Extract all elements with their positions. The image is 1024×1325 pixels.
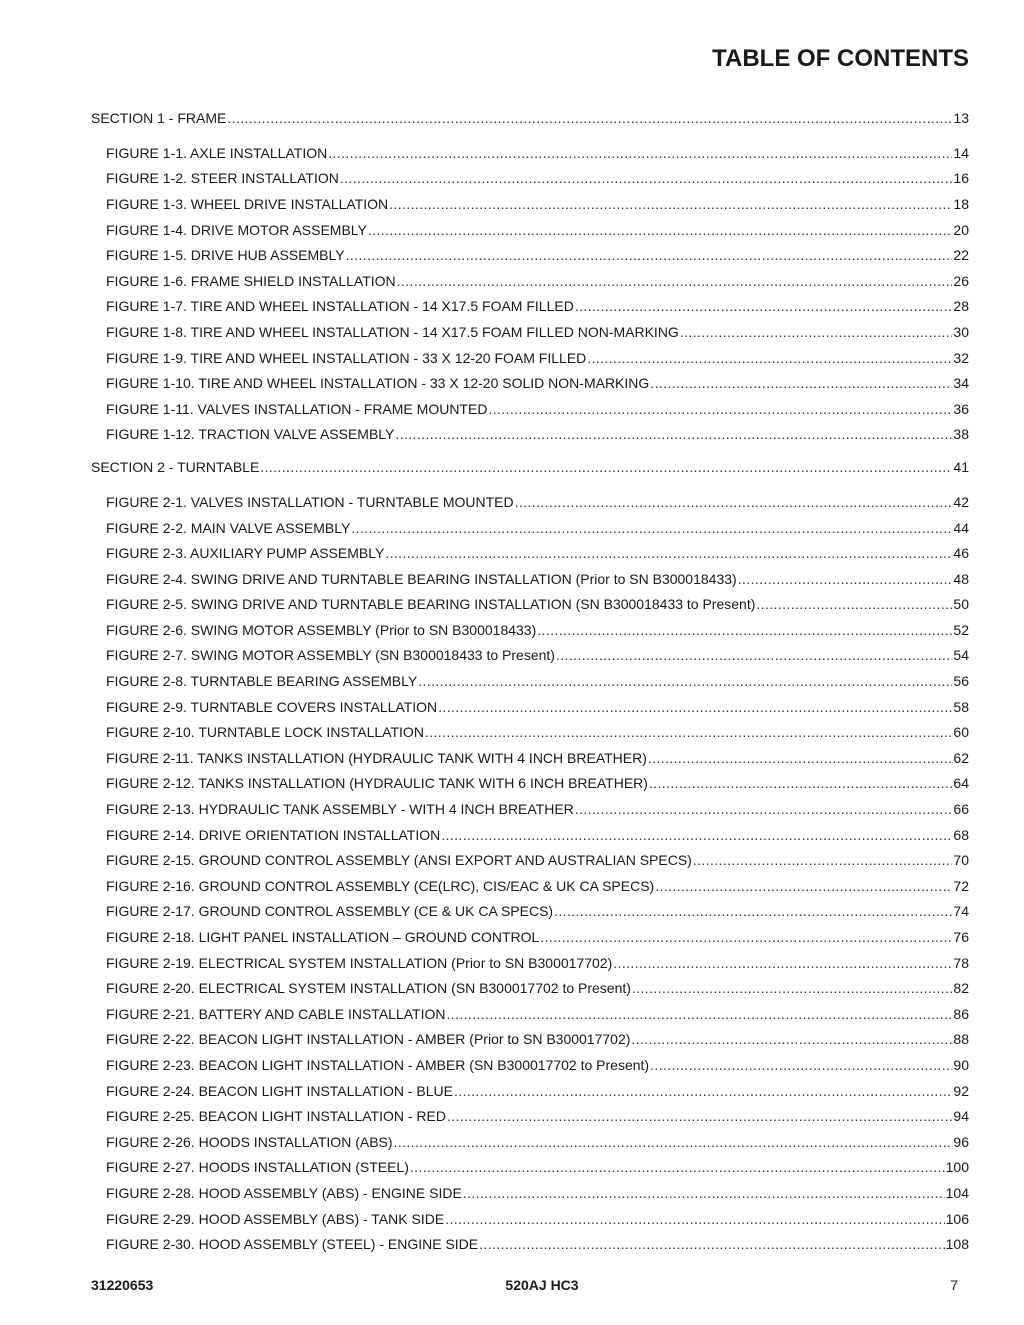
toc-entry-title: FIGURE 2-2. MAIN VALVE ASSEMBLY — [106, 519, 351, 536]
toc-figure-entry[interactable] — [91, 396, 969, 422]
toc-entry-page: 90 — [953, 1056, 969, 1073]
toc-entry-page: 26 — [953, 272, 969, 289]
toc-figure-entry[interactable] — [91, 294, 969, 320]
dot-leader — [488, 401, 952, 417]
toc-figure-entry[interactable] — [91, 515, 969, 541]
toc-entry-title: FIGURE 2-10. TURNTABLE LOCK INSTALLATION — [106, 724, 424, 741]
toc-figure-entry[interactable] — [91, 1027, 969, 1053]
toc-entry-page: 48 — [953, 570, 969, 587]
toc-entry-title: FIGURE 1-5. DRIVE HUB ASSEMBLY — [106, 247, 345, 264]
toc-entry-title: FIGURE 2-4. SWING DRIVE AND TURNTABLE BEARING INSTALLATION (Prior to SN B300018433) — [106, 570, 737, 587]
toc-figure-entry[interactable] — [91, 1206, 969, 1232]
toc-entry-page: 58 — [953, 698, 969, 715]
toc-entry-title: FIGURE 2-8. TURNTABLE BEARING ASSEMBLY — [106, 673, 418, 690]
table-of-contents — [91, 106, 969, 1257]
toc-figure-entry[interactable] — [91, 242, 969, 268]
toc-figure-entry[interactable] — [91, 217, 969, 243]
toc-entry-title: FIGURE 2-9. TURNTABLE COVERS INSTALLATION — [106, 698, 438, 715]
toc-entry-page: 78 — [953, 954, 969, 971]
toc-figure-entry[interactable] — [91, 847, 969, 873]
toc-entry-title: FIGURE 2-3. AUXILIARY PUMP ASSEMBLY — [106, 545, 385, 562]
toc-entry-page: 86 — [953, 1005, 969, 1022]
toc-figure-entry[interactable] — [91, 140, 969, 166]
dot-leader — [260, 459, 952, 475]
toc-figure-entry[interactable] — [91, 319, 969, 345]
toc-entry-page: 62 — [953, 749, 969, 766]
toc-entry-title: SECTION 2 - TURNTABLE — [91, 458, 260, 475]
toc-entry-title: FIGURE 1-3. WHEEL DRIVE INSTALLATION — [106, 195, 389, 212]
toc-entry-title: FIGURE 1-1. AXLE INSTALLATION — [106, 144, 328, 161]
toc-entry-page: 64 — [953, 775, 969, 792]
toc-entry-page: 52 — [953, 621, 969, 638]
toc-entry-title: SECTION 1 - FRAME — [91, 109, 227, 126]
toc-figure-entry[interactable] — [91, 1155, 969, 1181]
toc-figure-entry[interactable] — [91, 370, 969, 396]
toc-entry-title: FIGURE 1-8. TIRE AND WHEEL INSTALLATION - 14 X17.5 FOAM FILLED NON-MARKING — [106, 323, 679, 340]
toc-entry-title: FIGURE 2-23. BEACON LIGHT INSTALLATION - AMBER (SN B300017702 to Present) — [106, 1056, 650, 1073]
toc-entry-title: FIGURE 2-16. GROUND CONTROL ASSEMBLY (CE(LRC), CIS/EAC & UK CA SPECS) — [106, 877, 655, 894]
toc-section-entry[interactable] — [91, 455, 969, 478]
toc-entry-title: FIGURE 2-30. HOOD ASSEMBLY (STEEL) - ENGINE SIDE — [106, 1236, 479, 1253]
toc-figure-entry[interactable] — [91, 1078, 969, 1104]
toc-figure-entry[interactable] — [91, 489, 969, 515]
dot-leader — [438, 699, 952, 715]
toc-entry-title: FIGURE 2-24. BEACON LIGHT INSTALLATION - BLUE — [106, 1082, 453, 1099]
dot-leader — [540, 929, 952, 945]
toc-figure-entry[interactable] — [91, 796, 969, 822]
toc-entry-page: 18 — [953, 195, 969, 212]
toc-entry-page: 104 — [945, 1184, 969, 1201]
toc-figure-entry[interactable] — [91, 191, 969, 217]
toc-entry-title: FIGURE 1-4. DRIVE MOTOR ASSEMBLY — [106, 221, 367, 238]
toc-entry-page: 108 — [945, 1236, 969, 1253]
toc-entry-title: FIGURE 2-27. HOODS INSTALLATION (STEEL) — [106, 1159, 409, 1176]
toc-entry-page: 16 — [953, 170, 969, 187]
toc-entry-title: FIGURE 2-18. LIGHT PANEL INSTALLATION – GROUND CONTROL — [106, 929, 540, 946]
dot-leader — [738, 571, 953, 587]
dot-leader — [445, 1211, 944, 1227]
toc-entry-title: FIGURE 2-29. HOOD ASSEMBLY (ABS) - TANK SIDE — [106, 1210, 445, 1227]
toc-figure-entry[interactable] — [91, 1231, 969, 1257]
document-number: 31220653 — [91, 1277, 154, 1293]
dot-leader — [649, 775, 952, 791]
toc-entry-title: FIGURE 2-5. SWING DRIVE AND TURNTABLE BEARING INSTALLATION (SN B300018433 to Present) — [106, 596, 756, 613]
dot-leader — [587, 350, 952, 366]
toc-entry-page: 38 — [953, 426, 969, 443]
toc-entry-page: 72 — [953, 877, 969, 894]
toc-entry-title: FIGURE 2-20. ELECTRICAL SYSTEM INSTALLATION (SN B300017702 to Present) — [106, 980, 631, 997]
dot-leader — [389, 196, 952, 212]
toc-entry-title: FIGURE 1-2. STEER INSTALLATION — [106, 170, 339, 187]
toc-entry-page: 70 — [953, 852, 969, 869]
toc-entry-title: FIGURE 1-9. TIRE AND WHEEL INSTALLATION - 33 X 12-20 FOAM FILLED — [106, 349, 587, 366]
dot-leader — [655, 878, 952, 894]
toc-entry-page: 74 — [953, 903, 969, 920]
dot-leader — [575, 298, 953, 314]
toc-entry-page: 14 — [953, 144, 969, 161]
toc-entry-title: FIGURE 2-1. VALVES INSTALLATION - TURNTABLE MOUNTED — [106, 493, 514, 510]
toc-entry-title: FIGURE 2-19. ELECTRICAL SYSTEM INSTALLATION (Prior to SN B300017702) — [106, 954, 613, 971]
toc-entry-page: 28 — [953, 298, 969, 315]
toc-entry-page: 41 — [953, 458, 969, 475]
dot-leader — [554, 903, 952, 919]
dot-leader — [613, 955, 952, 971]
dot-leader — [756, 596, 952, 612]
dot-leader — [537, 622, 952, 638]
toc-entry-title: FIGURE 2-11. TANKS INSTALLATION (HYDRAULIC TANK WITH 4 INCH BREATHER) — [106, 749, 647, 766]
dot-leader — [368, 222, 953, 238]
dot-leader — [425, 724, 952, 740]
dot-leader — [410, 1159, 945, 1175]
dot-leader — [328, 145, 952, 161]
toc-entry-title: FIGURE 2-7. SWING MOTOR ASSEMBLY (SN B300018433 to Present) — [106, 647, 555, 664]
toc-section-entry[interactable] — [91, 106, 969, 129]
toc-figure-entry[interactable] — [91, 617, 969, 643]
toc-entry-title: FIGURE 2-12. TANKS INSTALLATION (HYDRAULIC TANK WITH 6 INCH BREATHER) — [106, 775, 648, 792]
toc-entry-title: FIGURE 1-12. TRACTION VALVE ASSEMBLY — [106, 426, 395, 443]
toc-entry-title: FIGURE 2-26. HOODS INSTALLATION (ABS) — [106, 1133, 393, 1150]
toc-entry-title: FIGURE 2-14. DRIVE ORIENTATION INSTALLATION — [106, 826, 441, 843]
toc-entry-title: FIGURE 2-6. SWING MOTOR ASSEMBLY (Prior to SN B300018433) — [106, 621, 537, 638]
toc-entry-page: 60 — [953, 724, 969, 741]
toc-figure-entry[interactable] — [91, 924, 969, 950]
dot-leader — [650, 375, 952, 391]
toc-entry-title: FIGURE 2-28. HOOD ASSEMBLY (ABS) - ENGINE SIDE — [106, 1184, 462, 1201]
toc-entry-page: 68 — [953, 826, 969, 843]
toc-figure-entry[interactable] — [91, 771, 969, 797]
toc-figure-entry[interactable] — [91, 566, 969, 592]
dot-leader — [385, 545, 952, 561]
dot-leader — [454, 1083, 952, 1099]
dot-leader — [575, 801, 953, 817]
toc-entry-title: FIGURE 2-17. GROUND CONTROL ASSEMBLY (CE & UK CA SPECS) — [106, 903, 554, 920]
toc-figure-entry[interactable] — [91, 1129, 969, 1155]
toc-entry-page: 20 — [953, 221, 969, 238]
toc-entry-title: FIGURE 2-13. HYDRAULIC TANK ASSEMBLY - WITH 4 INCH BREATHER — [106, 801, 574, 818]
toc-entry-page: 50 — [953, 596, 969, 613]
toc-entry-page: 22 — [953, 247, 969, 264]
toc-entry-title: FIGURE 2-21. BATTERY AND CABLE INSTALLATION — [106, 1005, 446, 1022]
toc-figure-entry[interactable] — [91, 592, 969, 618]
toc-entry-page: 42 — [953, 493, 969, 510]
toc-figure-entry[interactable] — [91, 719, 969, 745]
toc-figure-entry[interactable] — [91, 668, 969, 694]
toc-figure-entry[interactable] — [91, 1052, 969, 1078]
toc-figure-entry[interactable] — [91, 975, 969, 1001]
toc-figure-entry[interactable] — [91, 899, 969, 925]
dot-leader — [693, 852, 953, 868]
toc-figure-entry[interactable] — [91, 166, 969, 192]
toc-entry-page: 76 — [953, 929, 969, 946]
toc-entry-title: FIGURE 1-6. FRAME SHIELD INSTALLATION — [106, 272, 396, 289]
toc-entry-page: 96 — [953, 1133, 969, 1150]
toc-entry-page: 100 — [945, 1159, 969, 1176]
toc-figure-entry[interactable] — [91, 345, 969, 371]
dot-leader — [346, 247, 953, 263]
toc-entry-page: 46 — [953, 545, 969, 562]
page-number: 7 — [950, 1277, 958, 1293]
dot-leader — [680, 324, 953, 340]
toc-figure-entry[interactable] — [91, 268, 969, 294]
toc-entry-page: 88 — [953, 1031, 969, 1048]
toc-figure-entry[interactable] — [91, 1180, 969, 1206]
toc-figure-entry[interactable] — [91, 745, 969, 771]
toc-entry-page: 13 — [953, 109, 969, 126]
toc-entry-page: 30 — [953, 323, 969, 340]
toc-figure-entry[interactable] — [91, 822, 969, 848]
dot-leader — [418, 673, 952, 689]
toc-figure-entry[interactable] — [91, 540, 969, 566]
toc-entry-page: 44 — [953, 519, 969, 536]
dot-leader — [395, 426, 952, 442]
dot-leader — [632, 980, 952, 996]
toc-entry-title: FIGURE 1-11. VALVES INSTALLATION - FRAME MOUNTED — [106, 400, 488, 417]
toc-entry-page: 36 — [953, 400, 969, 417]
toc-figure-entry[interactable] — [91, 1001, 969, 1027]
dot-leader — [340, 170, 953, 186]
model-name: 520AJ HC3 — [505, 1277, 579, 1293]
dot-leader — [446, 1006, 952, 1022]
toc-entry-page: 32 — [953, 349, 969, 366]
dot-leader — [631, 1031, 952, 1047]
toc-entry-page: 106 — [945, 1210, 969, 1227]
dot-leader — [515, 494, 953, 510]
dot-leader — [441, 827, 952, 843]
toc-figure-entry[interactable] — [91, 694, 969, 720]
toc-entry-page: 66 — [953, 801, 969, 818]
toc-entry-page: 54 — [953, 647, 969, 664]
dot-leader — [556, 647, 952, 663]
toc-entry-title: FIGURE 1-7. TIRE AND WHEEL INSTALLATION - 14 X17.5 FOAM FILLED — [106, 298, 574, 315]
toc-figure-entry[interactable] — [91, 950, 969, 976]
toc-entry-title: FIGURE 2-22. BEACON LIGHT INSTALLATION - AMBER (Prior to SN B300017702) — [106, 1031, 631, 1048]
page-title: TABLE OF CONTENTS — [712, 45, 969, 72]
dot-leader — [463, 1185, 945, 1201]
toc-entry-page: 34 — [953, 375, 969, 392]
toc-entry-page: 92 — [953, 1082, 969, 1099]
toc-figure-entry[interactable] — [91, 873, 969, 899]
dot-leader — [397, 273, 953, 289]
dot-leader — [479, 1236, 945, 1252]
toc-entry-title: FIGURE 2-15. GROUND CONTROL ASSEMBLY (ANSI EXPORT AND AUSTRALIAN SPECS) — [106, 852, 692, 869]
toc-entry-page: 56 — [953, 673, 969, 690]
toc-entry-title: FIGURE 2-25. BEACON LIGHT INSTALLATION - RED — [106, 1108, 446, 1125]
toc-figure-entry[interactable] — [91, 422, 969, 448]
toc-entry-title: FIGURE 1-10. TIRE AND WHEEL INSTALLATION - 33 X 12-20 SOLID NON-MARKING — [106, 375, 650, 392]
toc-entry-page: 94 — [953, 1108, 969, 1125]
toc-entry-page: 82 — [953, 980, 969, 997]
dot-leader — [351, 520, 952, 536]
dot-leader — [394, 1134, 953, 1150]
toc-figure-entry[interactable] — [91, 643, 969, 669]
toc-figure-entry[interactable] — [91, 1103, 969, 1129]
dot-leader — [447, 1108, 952, 1124]
dot-leader — [227, 110, 952, 126]
dot-leader — [650, 1057, 952, 1073]
dot-leader — [648, 750, 953, 766]
